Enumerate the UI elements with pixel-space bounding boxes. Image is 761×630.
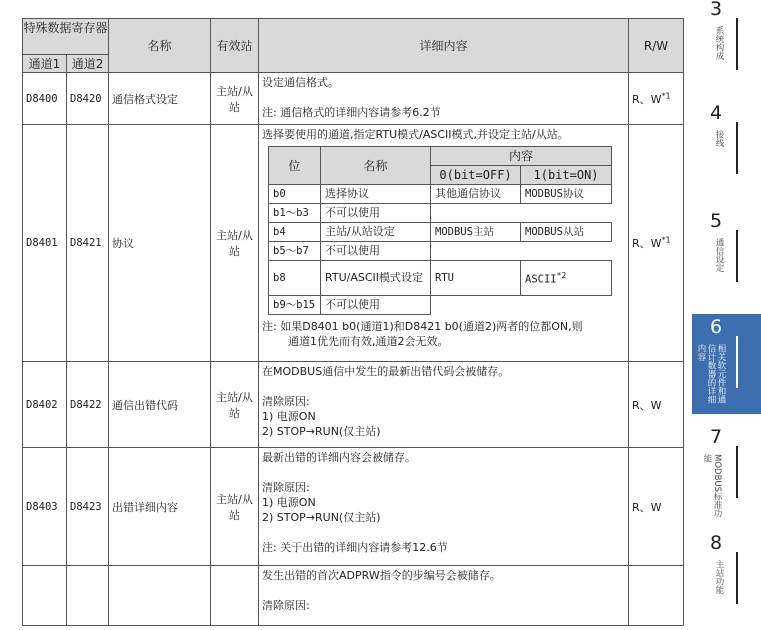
detail-line: 2) STOP→RUN(仅主站)	[262, 425, 381, 438]
table-row	[23, 566, 684, 626]
bit-off: 其他通信协议	[431, 185, 521, 204]
detail-line: 发生出错的首次ADPRW指令的步编号会被储存。	[262, 569, 501, 582]
bit-name: 主站/从站设定	[321, 223, 431, 242]
chapter-label: MODBUS标准功能	[702, 454, 722, 518]
rw-value: R、W	[632, 237, 662, 250]
register-name: 出错详细内容	[109, 448, 211, 566]
bit-on-footnote: *2	[556, 271, 567, 281]
register-name: 协议	[109, 125, 211, 362]
detail-line: 设定通信格式。	[262, 76, 340, 89]
register-name	[109, 566, 211, 626]
header-name: 名称	[109, 19, 211, 73]
detail-note: 注: 关于出错的详细内容请参考12.6节	[262, 541, 448, 554]
chapter-number: 7	[710, 426, 723, 448]
bit-on: MODBUS从站	[521, 223, 612, 242]
chapter-tab-5[interactable]	[692, 208, 761, 308]
bit-empty	[431, 242, 612, 261]
bit-row	[269, 242, 612, 261]
valid-station	[211, 566, 259, 626]
bit-header-content: 内容	[431, 147, 612, 166]
bit-on-cell	[521, 261, 612, 296]
bit-empty	[431, 296, 612, 315]
rw-cell	[629, 73, 684, 125]
table-row	[23, 125, 684, 362]
bit-table	[268, 146, 612, 315]
detail-cell	[259, 125, 629, 362]
bit-name: 不可以使用	[321, 296, 431, 315]
ch2-register: D8422	[67, 362, 109, 448]
ch1-register: D8403	[23, 448, 67, 566]
detail-line: 在MODBUS通信中发生的最新出错代码会被储存。	[262, 365, 510, 378]
chapter-number: 6	[710, 316, 723, 338]
chapter-divider	[736, 18, 738, 70]
detail-line: 2) STOP→RUN(仅主站)	[262, 511, 381, 524]
rw-value: R、W	[629, 448, 684, 566]
table-row	[23, 362, 684, 448]
ch1-register: D8401	[23, 125, 67, 362]
bit-id: b8	[269, 261, 321, 296]
bit-id: b0	[269, 185, 321, 204]
bit-header-off: 0(bit=OFF)	[431, 166, 521, 185]
chapter-label: 相关软元件和通信计数器的详细内容	[696, 344, 726, 404]
header-detail: 详细内容	[259, 19, 629, 73]
valid-station: 主站/从站	[211, 362, 259, 448]
chapter-tab-3[interactable]	[692, 0, 761, 96]
bit-on: MODBUS协议	[521, 185, 612, 204]
chapter-divider	[736, 552, 738, 604]
bit-id: b1～b3	[269, 204, 321, 223]
rw-value: R、W	[632, 92, 662, 106]
header-rw: R/W	[629, 19, 684, 73]
bit-off: RTU	[431, 261, 521, 296]
ch1-register: D8400	[23, 73, 67, 125]
chapter-divider	[736, 122, 738, 174]
bit-row	[269, 261, 612, 296]
chapter-tab-4[interactable]	[692, 100, 761, 200]
bit-empty	[431, 204, 612, 223]
chapter-divider	[736, 230, 738, 282]
chapter-label: 主站功能	[714, 560, 724, 594]
chapter-number: 5	[710, 210, 723, 232]
register-name: 通信格式设定	[109, 73, 211, 125]
chapter-divider	[736, 336, 738, 388]
chapter-label: 接线	[714, 130, 724, 147]
rw-value: R、W	[629, 362, 684, 448]
ch2-register: D8423	[67, 448, 109, 566]
detail-intro: 选择要使用的通道,指定RTU模式/ASCII模式,并设定主站/从站。	[262, 128, 569, 141]
bit-name: 不可以使用	[321, 242, 431, 261]
header-channel2: 通道2	[67, 55, 109, 73]
detail-line: 清除原因:	[262, 599, 310, 612]
table-row	[23, 448, 684, 566]
detail-cell	[259, 362, 629, 448]
ch1-register: D8402	[23, 362, 67, 448]
valid-station: 主站/从站	[211, 73, 259, 125]
ch2-register	[67, 566, 109, 626]
chapter-number: 8	[710, 532, 723, 554]
bit-id: b9～b15	[269, 296, 321, 315]
rw-footnote: *1	[661, 235, 671, 245]
detail-cell	[259, 566, 629, 626]
bit-name: RTU/ASCII模式设定	[321, 261, 431, 296]
chapter-label: 通信设定	[714, 238, 724, 272]
detail-line: 最新出错的详细内容会被储存。	[262, 451, 417, 464]
chapter-divider	[736, 446, 738, 498]
detail-note: 注: 如果D8401 b0(通道1)和D8421 b0(通道2)两者的位都ON,则	[262, 320, 583, 333]
bit-row	[269, 204, 612, 223]
chapter-tab-6-active[interactable]	[692, 314, 761, 414]
bit-header-on: 1(bit=ON)	[521, 166, 612, 185]
rw-footnote: *1	[661, 90, 671, 100]
detail-line: 1) 电源ON	[262, 410, 316, 423]
bit-on: ASCII	[525, 273, 557, 286]
bit-id: b4	[269, 223, 321, 242]
header-valid-station: 有效站	[211, 19, 259, 73]
detail-cell	[259, 448, 629, 566]
ch2-register: D8421	[67, 125, 109, 362]
detail-note: 注: 通信格式的详细内容请参考6.2节	[262, 106, 441, 119]
bit-name: 不可以使用	[321, 204, 431, 223]
detail-line: 清除原因:	[262, 481, 310, 494]
detail-line: 清除原因:	[262, 395, 310, 408]
detail-note-cont: 通道1优先而有效,通道2会无效。	[288, 335, 449, 348]
register-table	[22, 18, 684, 626]
header-channel1: 通道1	[23, 55, 67, 73]
ch2-register: D8420	[67, 73, 109, 125]
bit-row	[269, 296, 612, 315]
bit-header-name: 名称	[321, 147, 431, 185]
bit-header-bit: 位	[269, 147, 321, 185]
valid-station: 主站/从站	[211, 125, 259, 362]
ch1-register	[23, 566, 67, 626]
chapter-tab-8[interactable]	[692, 530, 761, 630]
chapter-number: 3	[710, 0, 723, 20]
chapter-tab-7[interactable]	[692, 424, 761, 524]
register-table-area	[22, 18, 683, 626]
bit-name: 选择协议	[321, 185, 431, 204]
register-name: 通信出错代码	[109, 362, 211, 448]
bit-row	[269, 223, 612, 242]
detail-line: 1) 电源ON	[262, 496, 316, 509]
bit-off: MODBUS主站	[431, 223, 521, 242]
chapter-tab-sidebar	[692, 0, 761, 600]
table-row	[23, 73, 684, 125]
rw-cell	[629, 125, 684, 362]
detail-cell	[259, 73, 629, 125]
header-special-register: 特殊数据寄存器	[23, 19, 109, 55]
chapter-number: 4	[710, 102, 723, 124]
bit-id: b5～b7	[269, 242, 321, 261]
rw-value	[629, 566, 684, 626]
chapter-label: 系统构成	[714, 26, 724, 60]
valid-station: 主站/从站	[211, 448, 259, 566]
bit-row	[269, 185, 612, 204]
